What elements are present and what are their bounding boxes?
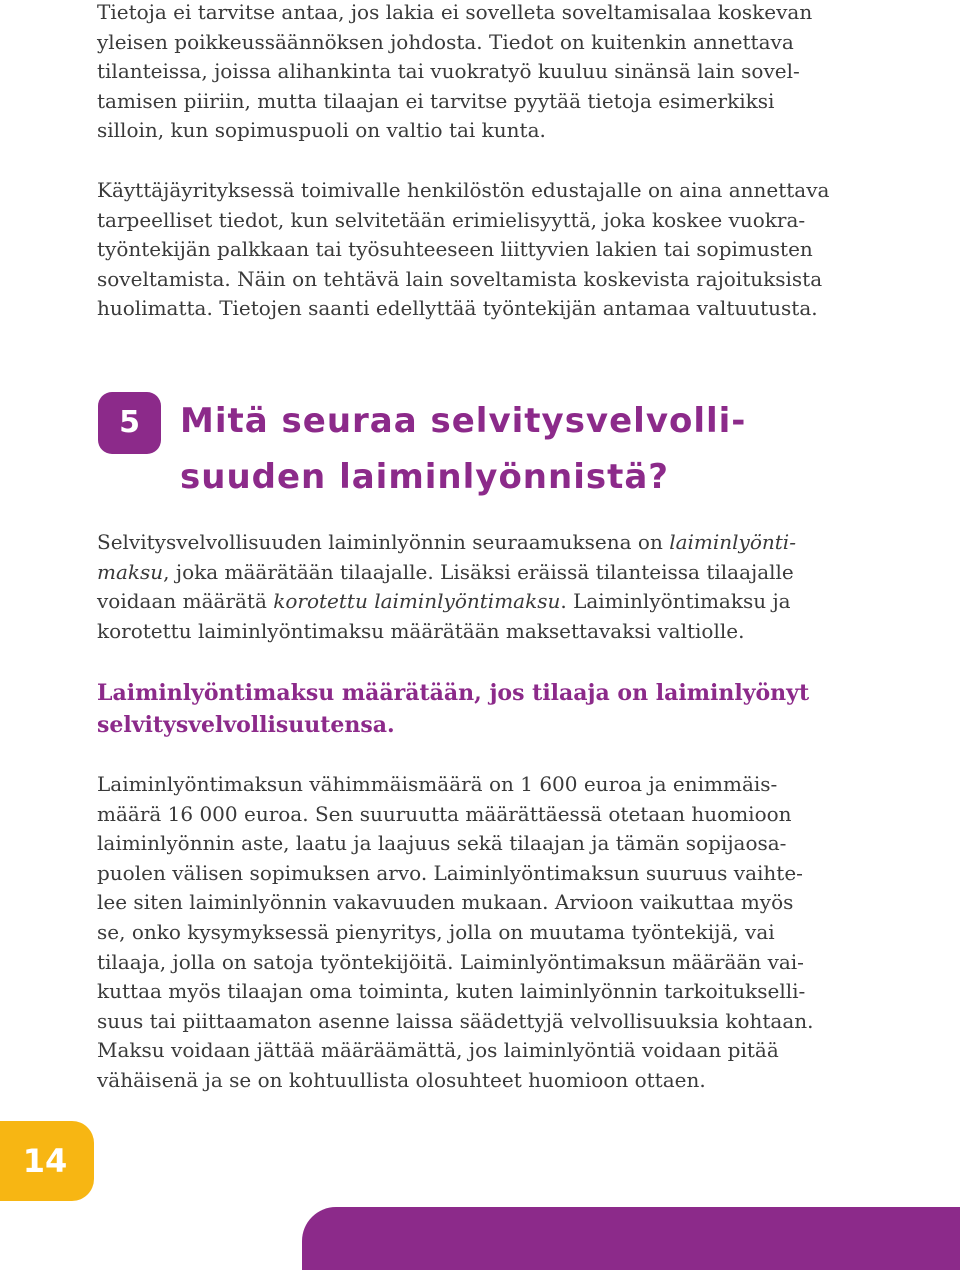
text-line: puolen välisen sopimuksen arvo. Laiminlyöntimaksun suuruus vaihte- xyxy=(97,860,803,885)
consequence-paragraph xyxy=(97,528,877,646)
text-line: yleisen poikkeussäännöksen johdosta. Tiedot on kuitenkin annettava xyxy=(97,29,794,54)
footer-decoration-band xyxy=(302,1207,960,1270)
fee-amount-paragraph xyxy=(97,770,877,1096)
emphasis-term: laiminlyönti- xyxy=(669,530,796,554)
text-line: silloin, kun sopimuspuoli on valtio tai kunta. xyxy=(97,118,546,143)
subheading-line-1: Laiminlyöntimaksu määrätään, jos tilaaja on laiminlyönyt xyxy=(97,680,810,706)
text-line: Maksu voidaan jättää määräämättä, jos laiminlyöntiä voidaan pitää xyxy=(97,1038,779,1063)
text-line: suus tai piittaamaton asenne laissa säädettyjä velvollisuuksia kohtaan. xyxy=(97,1008,814,1033)
text-line: soveltamista. Näin on tehtävä lain soveltamista koskevista rajoituksista xyxy=(97,266,823,291)
section-title-line-2: suuden laiminlyönnistä? xyxy=(180,457,670,497)
emphasis-term: maksu xyxy=(97,559,164,584)
text-line xyxy=(97,558,877,588)
text-line: tilaaja, jolla on satoja työntekijöitä. Laiminlyöntimaksun määrään vai- xyxy=(97,949,804,974)
highlight-subheading xyxy=(97,677,809,741)
text-line: korotettu laiminlyöntimaksu määrätään maksettavaksi valtiolle. xyxy=(97,618,745,643)
text-line xyxy=(97,587,877,617)
text-line: työntekijän palkkaan tai työsuhteeseen liittyvien lakien tai sopimusten xyxy=(97,237,813,262)
text-line: lee siten laiminlyönnin vakavuuden mukaan. Arvioon vaikuttaa myös xyxy=(97,890,794,915)
emphasis-term: korotettu laiminlyöntimaksu xyxy=(273,589,561,614)
text-line: tilanteissa, joissa alihankinta tai vuokratyö kuuluu sinänsä lain sovel- xyxy=(97,59,800,84)
section-title xyxy=(180,393,746,505)
text-line: tarpeelliset tiedot, kun selvitetään erimielisyyttä, joka koskee vuokra- xyxy=(97,207,806,232)
text-run: . Laiminlyöntimaksu ja xyxy=(560,589,791,614)
text-line: määrä 16 000 euroa. Sen suuruutta määrättäessä otetaan huomioon xyxy=(97,801,792,826)
text-line: Tietoja ei tarvitse antaa, jos lakia ei sovelleta soveltamisalaa koskevan xyxy=(97,0,813,24)
subheading-line-2: selvitysvelvollisuutensa. xyxy=(97,712,395,738)
intro-paragraph-1 xyxy=(97,0,877,146)
section-title-line-1: Mitä seuraa selvitysvelvolli- xyxy=(180,401,747,441)
text-line: Laiminlyöntimaksun vähimmäismäärä on 1 600 euroa ja enimmäis- xyxy=(97,772,778,796)
page-number: 14 xyxy=(0,1121,94,1201)
text-line: vähäisenä ja se on kohtuullista olosuhteet huomioon ottaen. xyxy=(97,1067,706,1092)
text-run: Selvitysvelvollisuuden laiminlyönnin seuraamuksena on xyxy=(97,530,670,554)
text-line: tamisen piiriin, mutta tilaajan ei tarvitse pyytää tietoja esimerkiksi xyxy=(97,88,775,113)
text-run: , joka määrätään tilaajalle. Lisäksi eräissä tilanteissa tilaajalle xyxy=(163,559,794,584)
text-line: kuttaa myös tilaajan oma toiminta, kuten laiminlyönnin tarkoitukselli- xyxy=(97,979,806,1004)
section-number-badge: 5 xyxy=(98,392,161,454)
text-line xyxy=(97,528,877,558)
text-run: voidaan määrätä xyxy=(97,589,274,614)
text-line: Käyttäjäyrityksessä toimivalle henkilöstön edustajalle on aina annettava xyxy=(97,178,830,202)
intro-paragraph-2 xyxy=(97,176,877,324)
text-line: laiminlyönnin aste, laatu ja laajuus sekä tilaajan ja tämän sopijaosa- xyxy=(97,831,787,856)
text-line: huolimatta. Tietojen saanti edellyttää työntekijän antamaa valtuutusta. xyxy=(97,296,818,321)
text-line: se, onko kysymyksessä pienyritys, jolla on muutama työntekijä, vai xyxy=(97,919,775,944)
